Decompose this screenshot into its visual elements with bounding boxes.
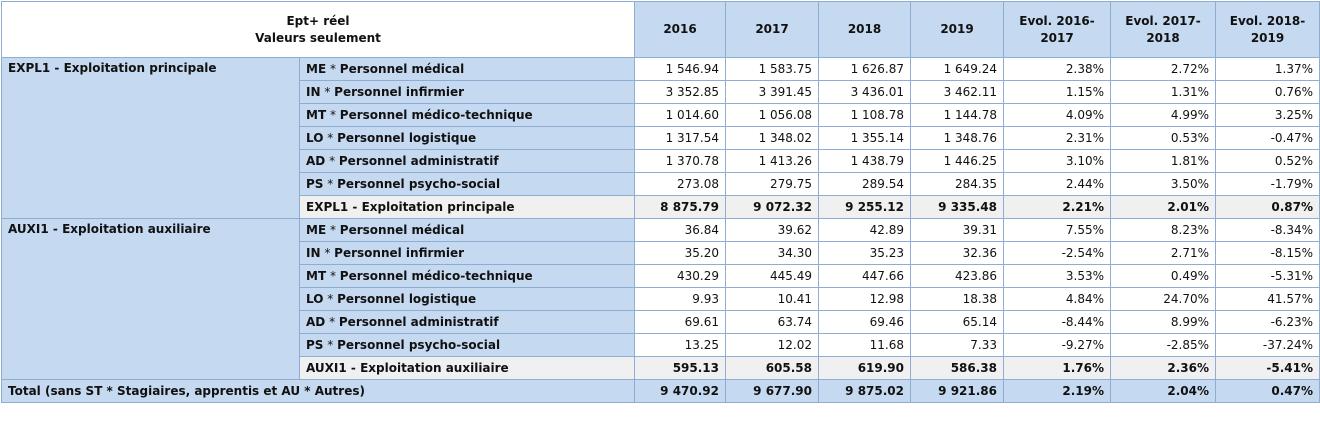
value-cell: 1 370.78 (635, 150, 726, 173)
value-cell: 447.66 (819, 265, 911, 288)
value-cell: 1 317.54 (635, 127, 726, 150)
value-cell: 1 348.02 (726, 127, 819, 150)
grand-total-cell: 0.47% (1216, 380, 1320, 403)
row-name: Personnel administratif (338, 154, 499, 168)
grand-total-cell: 9 470.92 (635, 380, 726, 403)
value-cell: 273.08 (635, 173, 726, 196)
value-cell: 423.86 (911, 265, 1004, 288)
value-cell: -6.23% (1216, 311, 1320, 334)
grand-total-cell: 9 921.86 (911, 380, 1004, 403)
subtotal-cell: 605.58 (726, 357, 819, 380)
grand-total-cell: 9 677.90 (726, 380, 819, 403)
value-cell: 12.98 (819, 288, 911, 311)
value-cell: -5.31% (1216, 265, 1320, 288)
row-name: Personnel psycho-social (337, 177, 501, 191)
value-cell: 445.49 (726, 265, 819, 288)
subtotal-label[interactable]: AUXI1 - Exploitation auxiliaire (300, 357, 635, 380)
value-cell: -1.79% (1216, 173, 1320, 196)
value-cell: -9.27% (1004, 334, 1111, 357)
value-cell: 10.41 (726, 288, 819, 311)
value-cell: 32.36 (911, 242, 1004, 265)
row-name: Personnel administratif (338, 315, 499, 329)
value-cell: 42.89 (819, 219, 911, 242)
value-cell: 0.53% (1111, 127, 1216, 150)
value-cell: 1.81% (1111, 150, 1216, 173)
value-cell: 3 462.11 (911, 81, 1004, 104)
value-cell: 13.25 (635, 334, 726, 357)
row-code: IN (306, 85, 321, 99)
value-cell: 69.61 (635, 311, 726, 334)
row-separator: * (326, 223, 340, 237)
row-header[interactable] (300, 219, 635, 242)
value-cell: 1 144.78 (911, 104, 1004, 127)
table-row (2, 219, 1320, 242)
value-cell: 3 436.01 (819, 81, 911, 104)
row-code: LO (306, 292, 324, 306)
row-separator: * (323, 292, 338, 306)
row-code: AD (306, 315, 326, 329)
value-cell: 284.35 (911, 173, 1004, 196)
row-code: AD (306, 154, 326, 168)
value-cell: 12.02 (726, 334, 819, 357)
value-cell: 7.55% (1004, 219, 1111, 242)
row-header[interactable] (300, 311, 635, 334)
value-cell: 8.23% (1111, 219, 1216, 242)
table-row (2, 58, 1320, 81)
value-cell: 0.76% (1216, 81, 1320, 104)
row-separator: * (323, 131, 338, 145)
row-separator: * (323, 338, 338, 352)
row-code: PS (306, 177, 324, 191)
row-code: PS (306, 338, 324, 352)
row-name: Personnel infirmier (334, 85, 465, 99)
row-code: IN (306, 246, 321, 260)
value-cell: 3 391.45 (726, 81, 819, 104)
value-cell: 7.33 (911, 334, 1004, 357)
value-cell: 0.52% (1216, 150, 1320, 173)
row-name: Personnel psycho-social (337, 338, 501, 352)
row-code: LO (306, 131, 324, 145)
value-cell: 4.99% (1111, 104, 1216, 127)
row-separator: * (326, 62, 340, 76)
subtotal-cell: 586.38 (911, 357, 1004, 380)
row-separator: * (320, 85, 335, 99)
column-header-line: 2018 (1146, 30, 1180, 45)
value-cell: 2.31% (1004, 127, 1111, 150)
row-code: MT (306, 269, 327, 283)
row-separator: * (325, 315, 339, 329)
column-header-2018[interactable]: 2018 (819, 2, 911, 58)
value-cell: -0.47% (1216, 127, 1320, 150)
value-cell: 1 348.76 (911, 127, 1004, 150)
column-header-2019[interactable]: 2019 (911, 2, 1004, 58)
subtotal-cell: 9 255.12 (819, 196, 911, 219)
value-cell: 430.29 (635, 265, 726, 288)
column-header-line: Evol. 2017- (1125, 13, 1201, 28)
value-cell: -8.44% (1004, 311, 1111, 334)
row-header[interactable] (300, 127, 635, 150)
column-header-evol-2016-2017[interactable] (1004, 2, 1111, 58)
subtotal-cell: 0.87% (1216, 196, 1320, 219)
row-header[interactable] (300, 242, 635, 265)
subtotal-cell: 2.01% (1111, 196, 1216, 219)
value-cell: 69.46 (819, 311, 911, 334)
value-cell: 1 413.26 (726, 150, 819, 173)
value-cell: 39.31 (911, 219, 1004, 242)
value-cell: 1 546.94 (635, 58, 726, 81)
subtotal-label[interactable]: EXPL1 - Exploitation principale (300, 196, 635, 219)
column-header-evol-2018-2019[interactable] (1216, 2, 1320, 58)
pivot-body (2, 58, 1320, 403)
value-cell: 35.23 (819, 242, 911, 265)
row-header[interactable] (300, 334, 635, 357)
subtotal-cell: -5.41% (1216, 357, 1320, 380)
value-cell: 3.50% (1111, 173, 1216, 196)
row-header[interactable] (300, 288, 635, 311)
row-separator: * (323, 177, 338, 191)
value-cell: 2.44% (1004, 173, 1111, 196)
value-cell: 2.38% (1004, 58, 1111, 81)
row-code: ME (306, 223, 327, 237)
value-cell: -2.85% (1111, 334, 1216, 357)
measure-title: Ept+ réel (286, 13, 350, 28)
grand-total-row (2, 380, 1320, 403)
value-cell: 11.68 (819, 334, 911, 357)
value-cell: 4.84% (1004, 288, 1111, 311)
grand-total-cell: 2.19% (1004, 380, 1111, 403)
value-cell: -8.15% (1216, 242, 1320, 265)
value-cell: 1 014.60 (635, 104, 726, 127)
value-cell: 1 626.87 (819, 58, 911, 81)
row-name: Personnel logistique (337, 131, 477, 145)
row-separator: * (320, 246, 335, 260)
group-header[interactable]: AUXI1 - Exploitation auxiliaire (2, 219, 300, 380)
subtotal-cell: 9 072.32 (726, 196, 819, 219)
value-cell: 3.25% (1216, 104, 1320, 127)
value-cell: 9.93 (635, 288, 726, 311)
measure-header (2, 2, 635, 58)
value-cell: 35.20 (635, 242, 726, 265)
pivot-table (1, 1, 1320, 403)
column-header-2017[interactable]: 2017 (726, 2, 819, 58)
row-header[interactable] (300, 58, 635, 81)
value-cell: 1 583.75 (726, 58, 819, 81)
value-cell: 3 352.85 (635, 81, 726, 104)
row-header[interactable] (300, 265, 635, 288)
row-header[interactable] (300, 104, 635, 127)
value-cell: 65.14 (911, 311, 1004, 334)
value-cell: -2.54% (1004, 242, 1111, 265)
value-cell: 34.30 (726, 242, 819, 265)
value-cell: 1.31% (1111, 81, 1216, 104)
value-cell: 63.74 (726, 311, 819, 334)
column-header-2016[interactable]: 2016 (635, 2, 726, 58)
column-header-line: Evol. 2018- (1229, 13, 1306, 28)
grand-total-cell: 2.04% (1111, 380, 1216, 403)
value-cell: 1 438.79 (819, 150, 911, 173)
value-cell: 1 649.24 (911, 58, 1004, 81)
value-cell: 1 355.14 (819, 127, 911, 150)
value-cell: 0.49% (1111, 265, 1216, 288)
row-name: Personnel logistique (337, 292, 477, 306)
measure-subtitle: Valeurs seulement (255, 30, 381, 45)
value-cell: -37.24% (1216, 334, 1320, 357)
subtotal-cell: 2.36% (1111, 357, 1216, 380)
row-header[interactable] (300, 81, 635, 104)
value-cell: -8.34% (1216, 219, 1320, 242)
row-header[interactable] (300, 173, 635, 196)
row-separator: * (326, 108, 340, 122)
value-cell: 24.70% (1111, 288, 1216, 311)
value-cell: 4.09% (1004, 104, 1111, 127)
grand-total-label[interactable]: Total (sans ST * Stagiaires, apprentis et AU * Autres) (2, 380, 635, 403)
row-name: Personnel médico-technique (339, 269, 533, 283)
value-cell: 1.37% (1216, 58, 1320, 81)
row-name: Personnel médical (339, 62, 465, 76)
value-cell: 1 056.08 (726, 104, 819, 127)
value-cell: 18.38 (911, 288, 1004, 311)
value-cell: 279.75 (726, 173, 819, 196)
column-header-line: Evol. 2016- (1019, 13, 1095, 28)
subtotal-cell: 1.76% (1004, 357, 1111, 380)
value-cell: 3.10% (1004, 150, 1111, 173)
subtotal-cell: 619.90 (819, 357, 911, 380)
subtotal-cell: 2.21% (1004, 196, 1111, 219)
row-header[interactable] (300, 150, 635, 173)
value-cell: 39.62 (726, 219, 819, 242)
header-row (2, 2, 1320, 58)
row-name: Personnel médico-technique (339, 108, 533, 122)
grand-total-cell: 9 875.02 (819, 380, 911, 403)
value-cell: 2.72% (1111, 58, 1216, 81)
row-separator: * (325, 154, 339, 168)
subtotal-cell: 8 875.79 (635, 196, 726, 219)
subtotal-cell: 9 335.48 (911, 196, 1004, 219)
row-code: ME (306, 62, 327, 76)
value-cell: 8.99% (1111, 311, 1216, 334)
row-name: Personnel infirmier (334, 246, 465, 260)
value-cell: 1 446.25 (911, 150, 1004, 173)
row-code: MT (306, 108, 327, 122)
value-cell: 2.71% (1111, 242, 1216, 265)
column-header-evol-2017-2018[interactable] (1111, 2, 1216, 58)
value-cell: 3.53% (1004, 265, 1111, 288)
row-name: Personnel médical (339, 223, 465, 237)
value-cell: 41.57% (1216, 288, 1320, 311)
subtotal-cell: 595.13 (635, 357, 726, 380)
column-header-line: 2017 (1040, 30, 1074, 45)
value-cell: 1.15% (1004, 81, 1111, 104)
group-header[interactable]: EXPL1 - Exploitation principale (2, 58, 300, 219)
column-header-line: 2019 (1250, 30, 1285, 45)
row-separator: * (326, 269, 340, 283)
value-cell: 36.84 (635, 219, 726, 242)
value-cell: 1 108.78 (819, 104, 911, 127)
value-cell: 289.54 (819, 173, 911, 196)
